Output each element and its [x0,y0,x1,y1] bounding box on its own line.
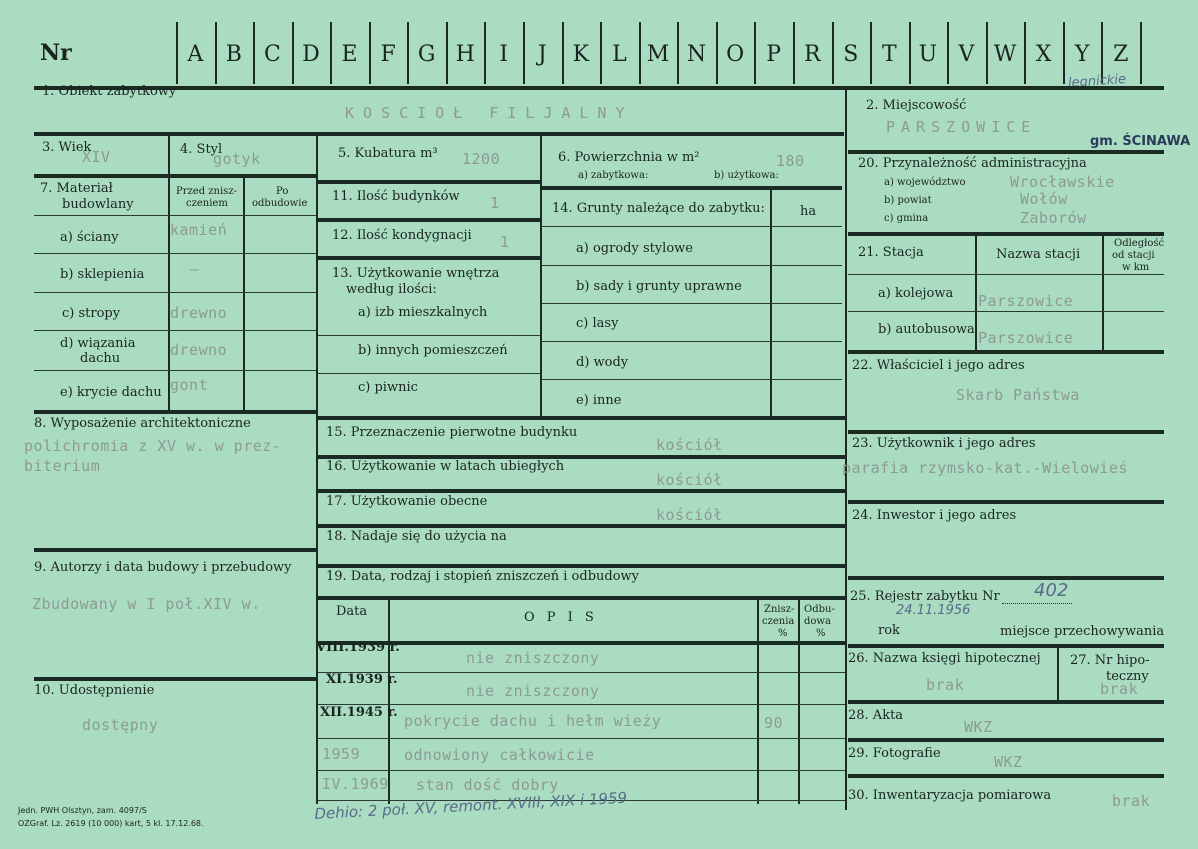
div-f3-f4 [168,134,170,174]
f23-value: parafia rzymsko-kat.-Wielowieś [842,459,1128,477]
f13-rule1 [318,335,540,336]
rule-f25-top [848,576,1164,580]
f21-col-d3: w km [1122,262,1150,273]
f21-rule2 [848,311,1164,312]
f19-row5-date: IV.1969 [322,775,389,793]
f13-c: c) piwnic [358,380,418,395]
letter-i: I [499,42,509,67]
f21-vline1 [975,236,977,352]
letter-separator [407,22,409,84]
f26-value: brak [926,676,965,694]
letter-r: R [803,42,821,67]
f7-vline2 [243,178,245,410]
f19-row4-date: 1959 [322,745,361,763]
letter-n: N [686,42,707,67]
rule-f19-top [318,564,845,568]
f28-label: 28. Akta [848,708,904,723]
f19-col-od3: % [816,628,826,639]
f19-label: 19. Data, rodzaj i stopień zniszczeń i odbudowy [326,569,640,584]
f26-label: 26. Nazwa księgi hipotecznej [848,651,1041,666]
letter-separator [947,22,949,84]
letter-j: J [537,42,547,67]
f20-b-value: Wołów [1020,190,1068,208]
f19-col-zn2: czenia [762,616,795,627]
footer-hand-note: Dehio: 2 poł. XV, remont. XVIII, XIX i 1959 [314,788,628,823]
nr-label: Nr [40,40,72,66]
f25-rok-label: rok [878,623,900,638]
rule-f18-top [318,524,845,528]
f25-miejsce: miejsce przechowywania [1000,624,1165,639]
f21-a-value: Parszowice [978,292,1074,310]
f14-a: a) ogrody stylowe [576,241,693,256]
letter-t: T [882,42,897,67]
f19-row2-date: XI.1939 r. [326,672,398,687]
letter-z: Z [1113,42,1129,67]
footer-line2: OZGraf. Lz. 2619 (10 000) kart, 5 kl. 17.12.68. [18,819,204,828]
rule-row2 [34,132,844,136]
letter-y: Y [1074,42,1090,67]
f4-value: gotyk [213,150,261,168]
f19-col-zn1: Znisz- [764,604,795,615]
f7-label1: 7. Materiał [40,181,113,196]
letter-separator [369,22,371,84]
f12-value: 1 [500,233,510,251]
f21-col-d1: Odległość [1114,238,1165,249]
letter-separator [986,22,988,84]
f20-b: b) powiat [884,195,932,206]
f5-label: 5. Kubatura m³ [338,146,438,161]
f14-e: e) inne [576,393,622,408]
f7-col2b: odbudowie [252,198,308,209]
f6-value: 180 [776,152,805,170]
f5-value: 1200 [462,150,501,168]
f19-row3-date: XII.1945 r. [320,705,398,720]
letter-separator [754,22,756,84]
f14-c: c) lasy [576,316,619,331]
rule-f20-top [848,150,1164,154]
f14-rule1 [542,265,842,266]
rule-f8-top [34,410,316,414]
letter-k: K [572,42,590,67]
letter-g: G [417,42,436,67]
f14-rule0 [542,226,842,227]
letter-w: W [993,42,1017,67]
letter-separator [1140,22,1142,84]
rule-f28-top [848,700,1164,704]
letter-x: X [1035,42,1052,67]
letter-l: L [612,42,627,67]
f26-f27-divider [1057,648,1059,700]
f21-rule1 [848,274,1164,275]
f19-header-rule [318,596,845,600]
letter-separator [1063,22,1065,84]
f21-label: 21. Stacja [858,245,924,260]
f19-rule3 [318,738,845,739]
letter-separator [484,22,486,84]
f19-vline-date [388,598,390,804]
f1-value: KOSCIOŁ FILJALNY [345,104,634,122]
letter-separator [562,22,564,84]
rule-f23-top [848,430,1164,434]
f17-label: 17. Użytkowanie obecne [326,494,488,509]
letter-u: U [918,42,938,67]
f20-label: 20. Przynależność administracyjna [858,156,1087,171]
f14-rule3 [542,341,842,342]
f25-rok-value: 24.11.1956 [896,603,971,618]
f19-row2-opis: nie zniszczony [466,682,600,700]
letter-b: B [225,42,242,67]
f7-label2: budowlany [62,197,134,212]
f19-rule4 [318,770,845,771]
f15-label: 15. Przeznaczenie pierwotne budynku [326,425,578,440]
rule-f10-top [34,677,316,681]
rule-f24-top [848,500,1164,504]
letter-separator [832,22,834,84]
footer-line1: Jedn. PWH Olsztyn, zam. 4097/S [18,806,147,815]
f19-col-od1: Odbu- [804,604,835,615]
f13-label1: 13. Użytkowanie wnętrza [332,266,500,281]
f3-value: XIV [82,148,111,166]
letter-separator [909,22,911,84]
f23-label: 23. Użytkownik i jego adres [852,436,1036,451]
f19-row4-opis: odnowiony całkowicie [404,746,595,764]
f3-label: 3. Wiek [42,140,92,155]
letter-separator [292,22,294,84]
f7-row-a-label: a) ściany [60,230,119,245]
f7-row-d-value: drewno [170,341,228,359]
f25-nr-value: 402 [1034,580,1069,601]
letter-separator [639,22,641,84]
f13-label2: według ilości: [346,282,437,297]
letter-e: E [341,42,358,67]
letter-separator [523,22,525,84]
rule-f17-top [318,489,845,493]
f14-d: d) wody [576,355,629,370]
f21-b-value: Parszowice [978,329,1074,347]
f8-line1: polichromia z XV w. w prez- [24,437,282,455]
f19-vline-od [798,598,800,804]
rule-f13-top [318,256,540,260]
letter-a: A [187,42,204,67]
f7-col2a: Po [276,186,289,197]
letter-s: S [843,42,859,67]
letter-separator [716,22,718,84]
f22-value: Skarb Państwa [956,386,1080,404]
letter-separator [176,22,178,84]
rule-f21-top [848,232,1164,236]
f7-rule3 [34,330,316,331]
f7-row-e-value: gont [170,376,209,394]
f27-value: brak [1100,680,1139,698]
hand-note-region: legnickie [1067,71,1127,92]
f2-hand: gm. ŚCINAWA [1090,134,1191,149]
f2-value: PARSZOWICE [886,118,1037,136]
f7-row-d-label1: d) wiązania [60,336,136,351]
f19-col-date: Data [336,604,368,619]
f19-row5-opis: stan dość dobry [416,776,559,794]
f11-value: 1 [490,194,500,212]
f29-label: 29. Fotografie [848,746,941,761]
f12-label: 12. Ilość kondygnacji [332,228,472,243]
f14-unit: ha [800,204,817,219]
rule-f15-top [318,416,845,420]
f16-label: 16. Użytkowanie w latach ubiegłych [326,459,565,474]
f14-label: 14. Grunty należące do zabytku: [552,201,765,216]
rule-f9-top [34,548,316,552]
header-rule [34,86,1164,90]
f25-nr-line [1002,603,1072,604]
letter-v: V [958,42,975,67]
f7-col1a: Przed znisz- [176,186,237,197]
f27-label2: teczny [1106,669,1149,684]
f20-a-value: Wrocławskie [1010,173,1115,191]
letter-separator [446,22,448,84]
letter-h: H [455,42,475,67]
f19-row3-opis: pokrycie dachu i hełm wieży [404,712,662,730]
letter-c: C [263,42,281,67]
f16-value: kościół [656,471,723,489]
rule-f29-top [848,738,1164,742]
f6-sub-a: a) zabytkowa: [578,170,649,181]
letter-separator [215,22,217,84]
rule-f14-top [542,186,842,190]
f14-rule2 [542,303,842,304]
f7-row-b-label: b) sklepienia [60,267,145,282]
f1-label: 1. Obiekt zabytkowy [42,84,177,99]
f20-a: a) województwo [884,177,966,188]
letter-separator [330,22,332,84]
letter-d: D [302,42,320,67]
f19-col-zn3: % [778,628,788,639]
f7-rule0 [34,215,316,216]
f15-value: kościół [656,436,723,454]
f6-sub-b: b) użytkowa: [714,170,779,181]
f20-c-value: Zaborów [1020,209,1087,227]
f7-rule4 [34,370,316,371]
f19-vline-zn [757,598,759,804]
f9-value: Zbudowany w I poł.XIV w. [32,595,261,613]
rule-f11-top [318,180,540,184]
f7-row-d-label2: dachu [80,351,121,366]
f27-label1: 27. Nr hipo- [1070,653,1150,668]
f17-value: kościół [656,506,723,524]
f4-label: 4. Styl [180,142,223,157]
div-f5-f6 [540,134,542,186]
f14-b: b) sady i grunty uprawne [576,279,742,294]
rule-f26-top [848,644,1164,648]
f7-rule2 [34,292,316,293]
letter-p: P [766,42,782,67]
div-f13-f14 [540,186,542,416]
f8-line2: biterium [24,457,101,475]
f9-label: 9. Autorzy i data budowy i przebudowy [34,560,292,575]
letter-f: F [380,42,396,67]
letter-separator [870,22,872,84]
rule-f7-top [34,174,316,178]
f19-col-opis: O P I S [524,610,598,625]
f7-rule1 [34,253,316,254]
f7-col1b: czeniem [186,198,228,209]
rule-f30-top [848,774,1164,778]
f25-label: 25. Rejestr zabytku Nr [850,589,1000,604]
f24-label: 24. Inwestor i jego adres [852,508,1017,523]
f28-value: WKZ [964,718,993,736]
f13-a: a) izb mieszkalnych [358,305,488,320]
f29-value: WKZ [994,753,1023,771]
f19-row3-zn: 90 [764,714,784,732]
f8-label: 8. Wyposażenie architektoniczne [34,416,251,431]
f18-label: 18. Nadaje się do użycia na [326,529,507,544]
letter-separator [793,22,795,84]
f10-label: 10. Udostępnienie [34,683,155,698]
f7-row-b-value: – [190,260,200,278]
f7-row-c-label: c) stropy [62,306,121,321]
f14-vline [770,188,772,416]
f10-value: dostępny [82,716,159,734]
letter-m: M [646,42,670,67]
f19-row1-opis: nie zniszczony [466,649,600,667]
f2-label: 2. Miejscowość [866,98,967,113]
f6-label: 6. Powierzchnia w m² [558,150,700,165]
f20-c: c) gmina [884,213,929,224]
f21-col-d2: od stacji [1112,250,1155,261]
f14-rule4 [542,379,842,380]
f19-row1-date: VIII.1939 r. [316,640,400,655]
letter-separator [1024,22,1026,84]
letter-separator [600,22,602,84]
f22-label: 22. Właściciel i jego adres [852,358,1025,373]
f13-b: b) innych pomieszczeń [358,343,508,358]
f11-label: 11. Ilość budynków [332,189,460,204]
rule-f22-top [848,350,1164,354]
f21-a: a) kolejowa [878,286,954,301]
right-column-divider [845,90,847,810]
f7-row-c-value: drewno [170,304,228,322]
f30-label: 30. Inwentaryzacja pomiarowa [848,788,1052,803]
f21-b: b) autobusowa [878,322,975,337]
letter-o: O [726,42,745,67]
f13-rule2 [318,373,540,374]
f30-value: brak [1112,792,1151,810]
f19-col-od2: dowa [804,616,831,627]
rule-f12-top [318,218,540,222]
f7-row-a-value: kamień [170,221,228,239]
f21-vline2 [1102,236,1104,352]
f21-col-name: Nazwa stacji [996,247,1081,262]
f7-row-e-label: e) krycie dachu [60,385,162,400]
letter-separator [677,22,679,84]
letter-separator [253,22,255,84]
